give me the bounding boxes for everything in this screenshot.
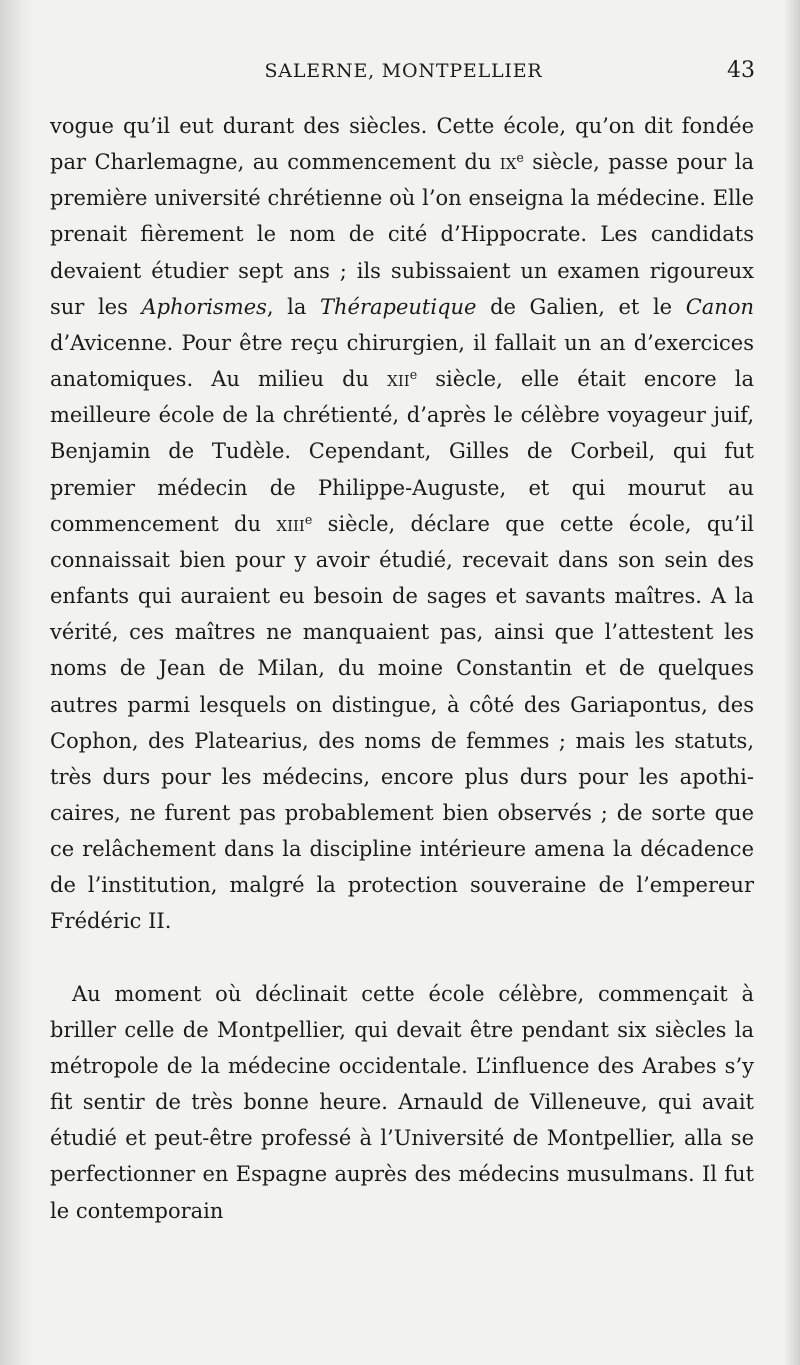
text-run: siècle, déclare que cette école, qu’il connaissait bien pour y avoir étudié, recevait dans son sein des enfants qui auraient eu besoin de sages et savants maîtres. A la vérité, ces maîtres ne manquaient pas, ainsi que l’attestent les noms de Jean de Milan, du moine Constantin et de quelques autres parmi lesquels on distingue, à côté des Gariapontus, des Cophon, des Platearius, des noms de femmes ; mais les statuts, très durs pour les médecins, encore plus durs pour les apothicaires, ne furent pas probablement bien observés ; de sorte que ce relâchement dans la discipline intérieure amena la décadence de l’institution, malgré la protection souveraine de l’empereur Frédéric II. [50, 511, 754, 934]
ordinal-suffix: e [304, 511, 313, 527]
running-title: SALERNE, MONTPELLIER [264, 60, 543, 82]
paragraph-salerne [50, 108, 754, 940]
century-numeral: xiii [276, 511, 305, 536]
text-run: , la [266, 294, 321, 319]
body-text [50, 108, 754, 1229]
book-title-canon: Canon [685, 294, 754, 319]
text-run: d’Avicenne. Pour être reçu chirurgien, il fallait un an d’exercices anatomiques. Au milieu du [50, 330, 754, 392]
ordinal-suffix: e [409, 367, 418, 383]
paragraph-montpellier: Au moment où déclinait cette école célèbre, commençait à briller celle de Montpellier, qui devait être pendant six siècles la métropole de la médecine occidentale. L’influence des Arabes s’y fit sentir de très bonne heure. Arnauld de Villeneuve, qui avait étudié et peut-être professé à l’Université de Montpellier, alla se perfectionner en Espagne auprès des médecins musulmans. Il fut le contemporain [50, 981, 754, 1223]
book-title-aphorismes: Aphorismes [141, 294, 267, 319]
century-numeral: ix [499, 150, 517, 175]
page-number: 43 [727, 58, 755, 83]
text-run: vogue qu’il eut durant des siècles. Cette école, qu’on dit fondée par Charlemagne, au commencement du [50, 114, 754, 175]
text-run: siècle, elle était encore la meilleure école de la chrétienté, d’après le célèbre voyageur juif, Benjamin de Tudèle. Cependant, Gilles de Corbeil, qui fut premier médecin de Philippe-Auguste, et qui mourut au commencement du [50, 367, 754, 536]
ordinal-suffix: e [516, 150, 524, 166]
book-title-therapeutique: Thérapeutique [320, 294, 477, 319]
century-numeral: xii [387, 367, 410, 392]
text-run: de Galien, et le [476, 294, 686, 319]
page-header [52, 56, 755, 90]
text-run: siècle, passe pour la première université chrétienne où l’on enseigna la médecine. Elle prenait fièrement le nom de cité d’Hippocrate. Les candidats devaient étudier sept ans ; ils subissaient un examen rigoureux sur les [50, 150, 754, 319]
